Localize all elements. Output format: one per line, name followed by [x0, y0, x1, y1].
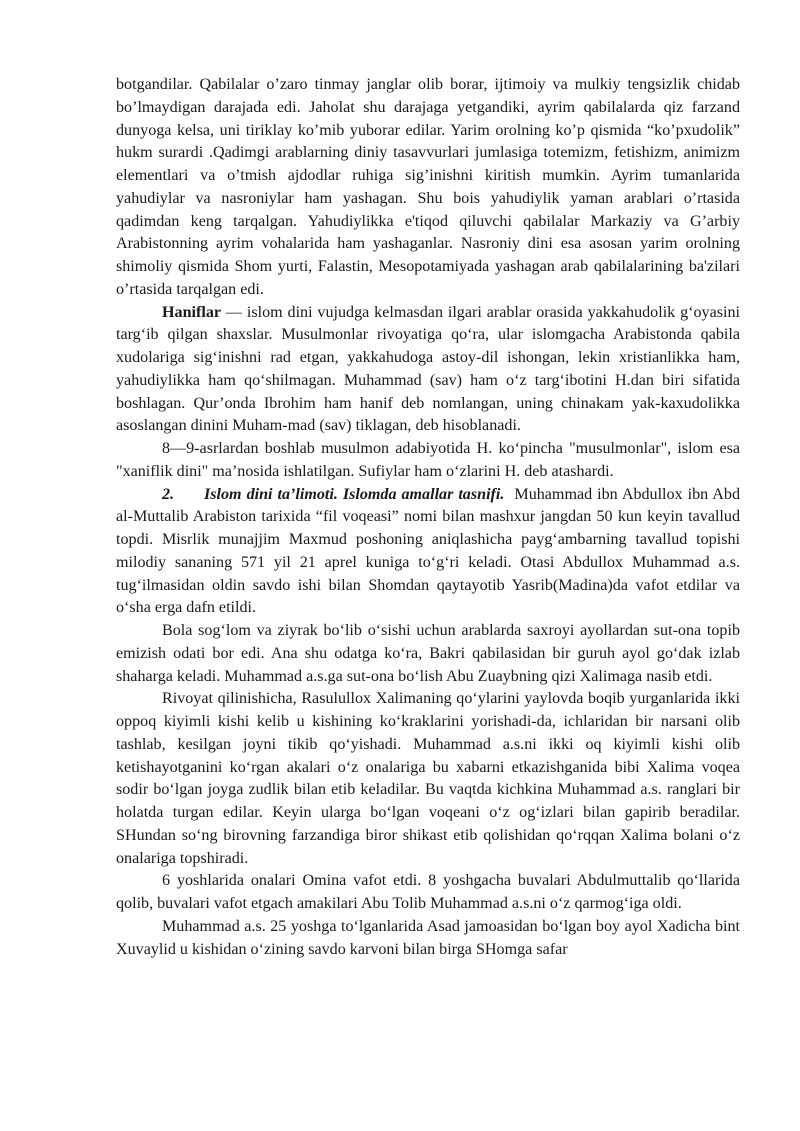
document-page — [116, 74, 745, 961]
paragraph-haniflar-text: — islom dini vujudga kelmasdan ilgari arablar orasida yakkahudolik g‘oyasini targ‘ib qilgan shaxslar. Musulmonlar rivoyatiga qo‘ra, ular islomgacha Arabistonda qabila xudolariga sig‘inishni rad etgan, yakkahudoga astoy-dil ishongan, lekin xristianlikka ham, yahudiylikka ham qo‘shilmagan. Muhammad (sav) ham o‘z targ‘ibotini H.dan biri sifatida boshlagan. Qur’onda Ibrohim ham hanif deb nomlangan, uning chinakam yak-kaxudolikka asoslangan dinini Muham-mad (sav) tiklagan, deb hisoblanadi. — [116, 303, 740, 435]
paragraph-wet-nurse: Bola sog‘lom va ziyrak bo‘lib o‘sishi uchun arablarda saxroyi ayollardan sut-ona topib emizish odati bor edi. Ana shu odatga ko‘ra, Bakri qabilasidan bir guruh ayol go‘dak izlab shaharga keladi. Muhammad a.s.ga sut-ona bo‘lish Abu Zuaybning qizi Xalimaga nasib etdi. — [116, 622, 740, 685]
paragraph-childhood: 6 yoshlarida onalari Omina vafot etdi. 8 yoshgacha buvalari Abdulmuttalib qo‘llarida qolib, buvalari vafot etgach amakilari Abu Tolib Muhammad a.s.ni o‘z qarmog‘iga oldi. — [116, 872, 740, 912]
paragraph-arab-tribes: botgandilar. Qabilalar o’zaro tinmay janglar olib borar, ijtimoiy va mulkiy tengsizlik chidab bo’lmaydigan darajada edi. Jaholat shu darajaga yetgandiki, ayrim qabilalarda qiz farzand dunyoga kelsa, uni tiriklay ko’mib yuborar edilar. Yarim orolning ko’p qismida “ko’pxudolik” hukm surardi .Qadimgi arablarning diniy tasavvurlari jumlasiga totemizm, fetishizm, animizm elementlari va o’tmish ajdodlar ruhiga sig’inishni kiritish mumkin. Ayrim tumanlarida yahudiylar va nasroniylar ham yashagan. Shu bois yahudiylik yaman arablari o’rtasida qadimdan keng tarqalgan. Yahudiylikka e'tiqod qiluvchi qabilalar Markaziy va G’arbiy Arabistonning ayrim vohalarida ham yashaganlar. Nasroniy dini esa asosan yarim orolning shimoliy qismida Shom yurti, Falastin, Mesopotamiyada yashagan arab qabilalarining ba'zilari o’rtasida tarqalgan edi. — [116, 76, 740, 298]
paragraph-section-2 — [116, 484, 745, 621]
section-heading: 2. Islom dini ta’limoti. Islomda amallar tasnifi. — [162, 485, 505, 503]
paragraph-haniflar — [116, 302, 740, 439]
paragraph-birth-text: Muhammad ibn Abdullox ibn Abd al-Muttalib Arabiston tarixida “fil voqeasi” nomi bilan mashxur jangdan 50 kun keyin tavallud topdi. Misrlik munajjim Maxmud poshoning aniqlashicha payg‘ambarning tavallud topishi milodiy sananing 571 yil 21 aprel kuniga to‘g‘ri keladi. Otasi Abdullox Muhammad a.s. tug‘ilmasidan oldin savdo ishi bilan Shomdan qaytayotib Yasrib(Madina)da vafot etdilar va o‘sha erga dafn etildi. — [116, 485, 745, 617]
paragraph-muslim-literature: 8—9-asrlardan boshlab musulmon adabiyotida H. ko‘pincha "musulmonlar", islom esa "xaniflik dini" ma’nosida ishlatilgan. Sufiylar ham o‘zlarini H. deb atashardi. — [116, 440, 740, 480]
term-haniflar: Haniflar — [162, 303, 222, 321]
paragraph-khadija: Muhammad a.s. 25 yoshga to‘lganlarida Asad jamoasidan bo‘lgan boy ayol Xadicha bint Xuvaylid u kishidan o‘zining savdo karvoni bilan birga SHomga safar — [116, 917, 740, 958]
paragraph-halima-story: Rivoyat qilinishicha, Rasulullox Xalimaning qo‘ylarini yaylovda boqib yurganlarida ikki oppoq kiyimli kishi kelib u kishining ko‘kraklarini yorishadi-da, ichlaridan bir narsani olib tashlab, kesilgan joyni tikib qo‘yishadi. Muhammad a.s.ni ikki oq kiyimli kishi olib ketishayotganini ko‘rgan akalari o‘z onalariga bu xabarni etkazishganida bibi Xalima voqea sodir bo‘lgan joyga zudlik bilan etib keladilar. Bu vaqtda kichkina Muhammad a.s. ranglari bir holatda turgan edilar. Keyin ularga bo‘lgan voqeani o‘z og‘izlari bilan gapirib beradilar. SHundan so‘ng birovning farzandiga biror shikast etib qolishidan qo‘rqqan Xalima bolani o‘z onalariga topshiradi. — [116, 690, 740, 867]
